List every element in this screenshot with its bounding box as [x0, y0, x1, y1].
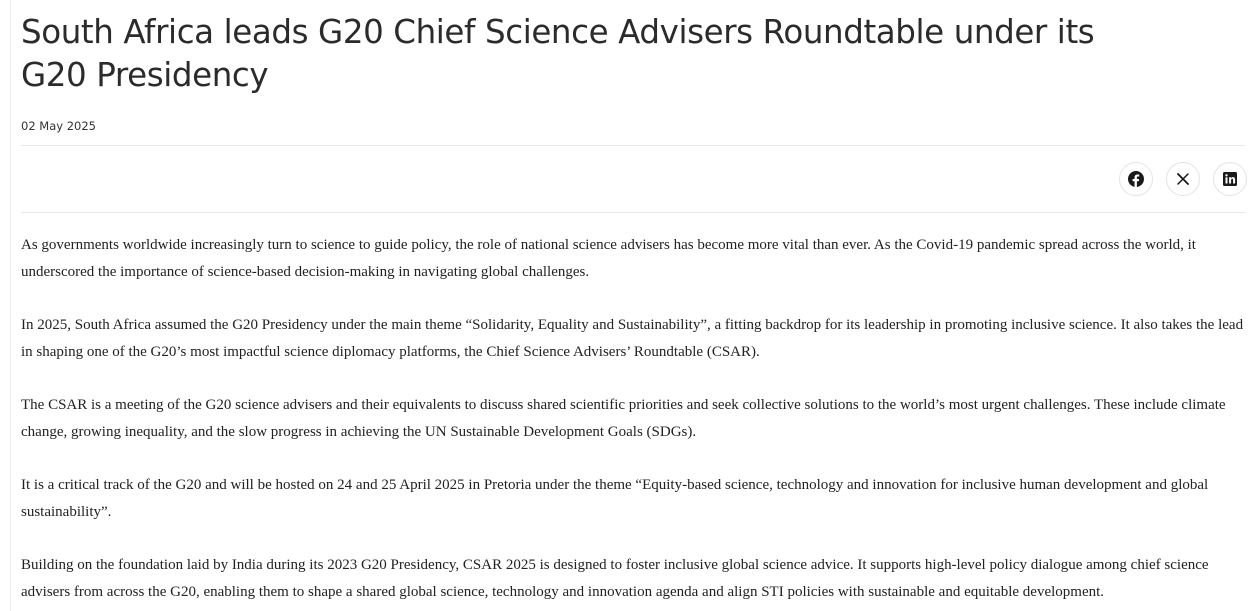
article — [21, 0, 1245, 611]
publish-date: 02 May 2025 — [21, 119, 96, 133]
left-divider — [10, 0, 11, 611]
linkedin-share-button[interactable] — [1213, 162, 1247, 196]
facebook-icon — [1128, 171, 1144, 187]
share-bar — [21, 145, 1245, 213]
x-share-button[interactable] — [1166, 162, 1200, 196]
article-paragraph: Building on the foundation laid by India during its 2023 G20 Presidency, CSAR 2025 is designed to foster inclusive global science advice. It supports high-level policy dialogue among chief science advisers from across the G20, enabling them to shape a shared global science, technology and innovation agenda and align STI policies with sustainable and equitable development. — [21, 557, 1209, 600]
article-paragraph: It is a critical track of the G20 and will be hosted on 24 and 25 April 2025 in Pretoria under the theme “Equity-based science, technology and innovation for inclusive human development and global sustainability”. — [21, 477, 1209, 520]
article-paragraph: The CSAR is a meeting of the G20 science advisers and their equivalents to discuss shared scientific priorities and seek collective solutions to the world’s most urgent challenges. These include climate change, growing inequality, and the slow progress in achieving the UN Sustainable Development Goals (SDGs). — [21, 397, 1226, 440]
article-paragraph: As governments worldwide increasingly turn to science to guide policy, the role of national science advisers has become more vital than ever. As the Covid-19 pandemic spread across the world, it underscored the importance of science-based decision-making in navigating global challenges. — [21, 237, 1196, 280]
page-title: South Africa leads G20 Chief Science Advisers Roundtable under its G20 Presidency — [21, 13, 1095, 94]
linkedin-icon — [1222, 171, 1238, 187]
x-icon — [1175, 171, 1191, 187]
article-paragraph: In 2025, South Africa assumed the G20 Presidency under the main theme “Solidarity, Equality and Sustainability”, a fitting backdrop for its leadership in promoting inclusive science. It also takes the lead in shaping one of the G20’s most impactful science diplomacy platforms, the Chief Science Advisers’ Roundtable (CSAR). — [21, 317, 1244, 360]
share-icons — [1119, 162, 1247, 196]
facebook-share-button[interactable] — [1119, 162, 1153, 196]
article-body — [21, 232, 1245, 606]
